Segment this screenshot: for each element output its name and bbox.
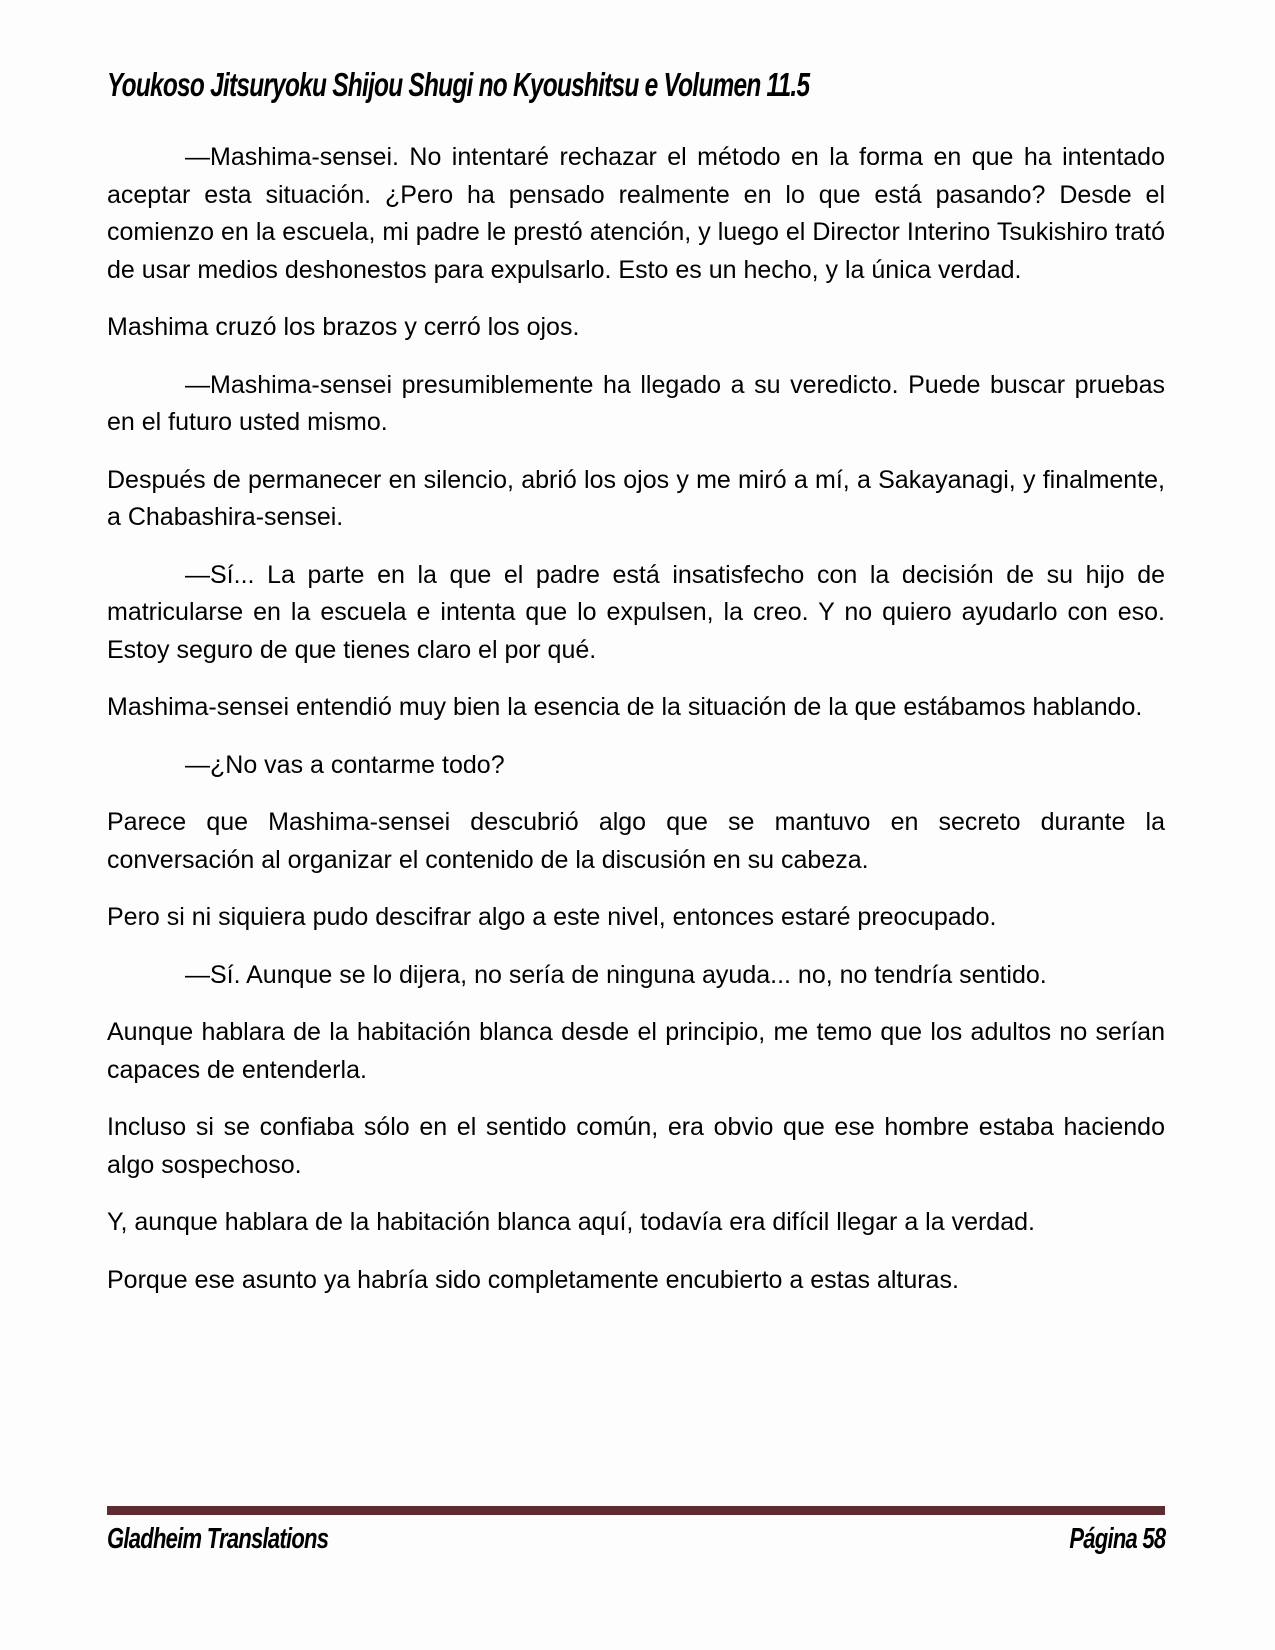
- paragraph: Y, aunque hablara de la habitación blanca aquí, todavía era difícil llegar a la verdad.: [107, 1208, 1035, 1236]
- paragraph: Mashima cruzó los brazos y cerró los ojos.: [107, 313, 580, 341]
- paragraph: —Mashima-sensei presumiblemente ha llegado a su veredicto. Puede buscar pruebas en el futuro usted mismo.: [107, 370, 1165, 436]
- page-header: [107, 66, 1163, 104]
- paragraph: Después de permanecer en silencio, abrió los ojos y me miró a mí, a Sakayanagi, y finalmente, a Chabashira-sensei.: [107, 465, 1165, 531]
- paragraph: —Mashima-sensei. No intentaré rechazar el método en la forma en que ha intentado aceptar esta situación. ¿Pero ha pensado realmente en lo que está pasando? Desde el comienzo en la escuela, mi padre le prestó atención, y luego el Director Interino Tsukishiro trató de usar medios deshonestos para expulsarlo. Esto es un hecho, y la única verdad.: [107, 143, 1165, 284]
- paragraph: Aunque hablara de la habitación blanca desde el principio, me temo que los adultos no serían capaces de entenderla.: [107, 1018, 1165, 1084]
- paragraph: Incluso si se confiaba sólo en el sentido común, era obvio que ese hombre estaba haciendo algo sospechoso.: [107, 1113, 1165, 1179]
- page-footer: [107, 1506, 1165, 1556]
- paragraph: Porque ese asunto ya habría sido completamente encubierto a estas alturas.: [107, 1265, 959, 1294]
- paragraph: —Sí. Aunque se lo dijera, no sería de ninguna ayuda... no, no tendría sentido.: [185, 960, 1047, 989]
- paragraph: —Sí... La parte en la que el padre está insatisfecho con la decisión de su hijo de matricularse en la escuela e intenta que lo expulsen, la creo. Y no quiero ayudarlo con eso. Estoy seguro de que tienes claro el por qué.: [107, 560, 1165, 664]
- footer-translator: Gladheim Translations: [107, 1523, 329, 1555]
- footer-row: [107, 1523, 1165, 1556]
- paragraph: Pero si ni siquiera pudo descifrar algo a este nivel, entonces estaré preocupado.: [107, 903, 997, 931]
- paragraph: Mashima-sensei entendió muy bien la esencia de la situación de la que estábamos hablando.: [107, 693, 1143, 721]
- footer-separator: [107, 1506, 1165, 1515]
- paragraph: Parece que Mashima-sensei descubrió algo que se mantuvo en secreto durante la conversación al organizar el contenido de la discusión en su cabeza.: [107, 808, 1165, 874]
- footer-page-number: Página 58: [1068, 1523, 1165, 1555]
- header-title: Youkoso Jitsuryoku Shijou Shugi no Kyoushitsu e Volumen 11.5: [107, 66, 810, 103]
- page-body: [107, 139, 1165, 1319]
- paragraph: —¿No vas a contarme todo?: [185, 750, 505, 779]
